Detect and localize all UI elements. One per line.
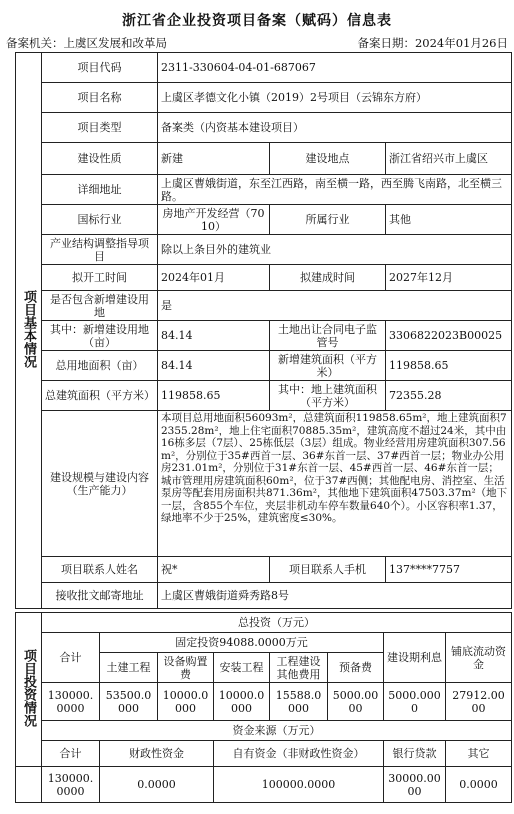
working-label: 铺底流动资金 — [446, 633, 512, 683]
guide-value: 除以上条目外的建筑业 — [158, 235, 512, 265]
code-value: 2311-330604-04-01-687067 — [158, 53, 512, 83]
other-label: 工程建设其他费用 — [270, 653, 328, 683]
equip-label: 设备购置费 — [158, 653, 214, 683]
section-basic: 项目基本情况 — [16, 53, 42, 609]
own-value: 100000.0000 — [214, 767, 384, 803]
interest-label: 建设期利息 — [384, 633, 446, 683]
sector-value: 其他 — [386, 205, 512, 235]
section-invest-tail — [16, 767, 42, 803]
total-build-value: 119858.65 — [158, 381, 270, 411]
contact-phone-label: 项目联系人手机 — [270, 557, 386, 583]
location-label: 建设地点 — [270, 143, 386, 175]
newland-label: 是否包含新增建设用地 — [42, 291, 158, 321]
install-value: 10000.0000 — [214, 683, 270, 721]
above-label: 其中：地上建筑面积（平方米） — [270, 381, 386, 411]
investment-table — [15, 612, 512, 803]
civil-label: 土建工程 — [100, 653, 158, 683]
sector-label: 所属行业 — [270, 205, 386, 235]
source-label: 资金来源（万元） — [42, 721, 512, 741]
newland-value: 是 — [158, 291, 512, 321]
name-label: 项目名称 — [42, 83, 158, 113]
other-value: 15588.0000 — [270, 683, 328, 721]
new-build-label: 新增建筑面积（平方米） — [270, 351, 386, 381]
scale-value: 本项目总用地面积56093m²，总建筑面积119858.65m²，地上建筑面积72355.28m²，地上住宅面积70885.35m²，建筑高度不超过24米，其中由16栋多层（7层）、25栋低层（3层）组成。物业经营用房建筑面积307.56m²，分别位于35#西首一层、36#东首一层、37#西首一层；物业办公用房231.01m²，分别位于31#东首一层、45#西首一层、46#东首一层；城市管理用房建筑面积60m²，位于37#西侧；其他配电房、消控室、生活泵房等配套用房面积共871.36m²，其他地下建筑面积47503.37m²（地下一层，含855个车位，夹层非机动车停车数量640个）。小区容积率1.37，绿地率不少于25%，建筑密度≤30%。 — [158, 411, 512, 557]
name-value: 上虞区孝德文化小镇（2019）2号项目（云锦东方府） — [158, 83, 512, 113]
reserve-value: 5000.0000 — [328, 683, 384, 721]
code-label: 项目代码 — [42, 53, 158, 83]
bank-label: 银行贷款 — [384, 741, 446, 767]
page-title: 浙江省企业投资项目备案（赋码）信息表 — [122, 13, 392, 29]
contract-label: 土地出让合同电子监管号 — [270, 321, 386, 351]
fixed-invest-label: 固定投资94088.0000万元 — [100, 633, 384, 653]
finish-label: 拟建成时间 — [270, 265, 386, 291]
type-value: 备案类（内资基本建设项目） — [158, 113, 512, 143]
guide-label: 产业结构调整指导项目 — [42, 235, 158, 265]
total-build-label: 总建筑面积（平方米） — [42, 381, 158, 411]
section-invest: 项目投资情况 — [16, 613, 42, 767]
mail-label: 接收批文邮寄地址 — [42, 583, 158, 609]
fiscal-label: 财政性资金 — [100, 741, 214, 767]
total-invest-label: 总投资（万元） — [42, 613, 512, 633]
agency-label: 备案机关：上虞区发展和改革局 — [6, 36, 167, 50]
src-sum-value: 130000.0000 — [42, 767, 100, 803]
location-value: 浙江省绍兴市上虞区 — [386, 143, 512, 175]
install-label: 安装工程 — [214, 653, 270, 683]
address-label: 详细地址 — [42, 175, 158, 205]
mail-value: 上虞区曹娥街道舜秀路8号 — [158, 583, 512, 609]
reserve-label: 预备费 — [328, 653, 384, 683]
scale-label: 建设规模与建设内容（生产能力） — [42, 411, 158, 557]
above-value: 72355.28 — [386, 381, 512, 411]
basic-info-table — [15, 52, 512, 609]
interest-value: 5000.0000 — [384, 683, 446, 721]
start-value: 2024年01月 — [158, 265, 270, 291]
src-other-value: 0.0000 — [446, 767, 512, 803]
src-sum-label: 合计 — [42, 741, 100, 767]
newland-area-label: 其中：新增建设用地（亩） — [42, 321, 158, 351]
start-label: 拟开工时间 — [42, 265, 158, 291]
total-land-label: 总用地面积（亩） — [42, 351, 158, 381]
finish-value: 2027年12月 — [386, 265, 512, 291]
industry-value: 房地产开发经营（7010） — [158, 205, 270, 235]
address-value: 上虞区曹娥街道，东至江西路，南至横一路，西至腾飞南路，北至横三路。 — [158, 175, 512, 205]
sum-value: 130000.0000 — [42, 683, 100, 721]
industry-label: 国标行业 — [42, 205, 158, 235]
type-label: 项目类型 — [42, 113, 158, 143]
civil-value: 53500.0000 — [100, 683, 158, 721]
sum-label: 合计 — [42, 633, 100, 683]
newland-area-value: 84.14 — [158, 321, 270, 351]
own-label: 自有资金（非财政性资金） — [214, 741, 384, 767]
total-land-value: 84.14 — [158, 351, 270, 381]
working-value: 27912.0000 — [446, 683, 512, 721]
src-other-label: 其它 — [446, 741, 512, 767]
contact-phone-value: 137****7757 — [386, 557, 512, 583]
date-label: 备案日期：2024年01月26日 — [357, 36, 508, 50]
equip-value: 10000.0000 — [158, 683, 214, 721]
nature-value: 新建 — [158, 143, 270, 175]
nature-label: 建设性质 — [42, 143, 158, 175]
contact-name-label: 项目联系人姓名 — [42, 557, 158, 583]
fiscal-value: 0.0000 — [100, 767, 214, 803]
contact-name-value: 祝* — [158, 557, 270, 583]
bank-value: 30000.0000 — [384, 767, 446, 803]
new-build-value: 119858.65 — [386, 351, 512, 381]
contract-value: 3306822023B00025 — [386, 321, 512, 351]
